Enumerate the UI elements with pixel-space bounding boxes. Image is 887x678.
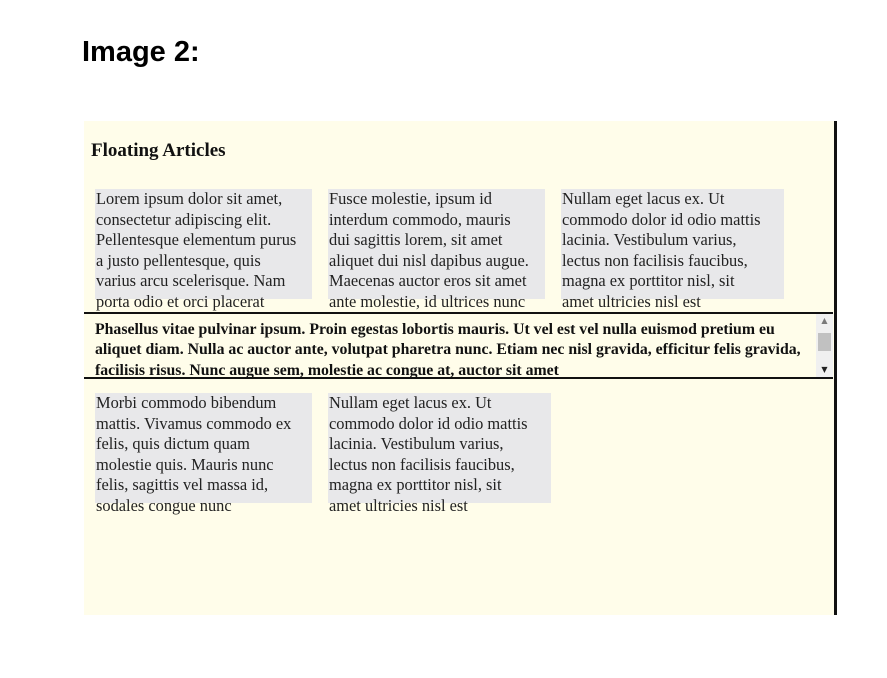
featured-article[interactable] (84, 312, 833, 379)
article-line: lectus non facilisis faucibus, (329, 454, 515, 474)
figure-label: Image 2: (82, 36, 200, 68)
article-line: Nullam eget lacus ex. Ut (562, 189, 725, 208)
article-line: interdum commodo, mauris (329, 209, 511, 229)
article-line: lectus non facilisis faucibus, (562, 250, 748, 270)
article-line: dui sagittis lorem, sit amet (329, 230, 503, 250)
article-line: Nullam eget lacus ex. Ut (329, 393, 492, 412)
floating-articles-panel (84, 121, 837, 615)
article-line: mattis. Vivamus commodo ex (96, 413, 292, 433)
arrow-down-icon[interactable]: ▼ (821, 365, 828, 374)
article-line: Maecenas auctor eros sit amet (329, 271, 527, 291)
article-line: Morbi commodo bibendum (96, 393, 277, 412)
article-line: porta odio et orci placerat (96, 291, 265, 311)
article-card (328, 189, 545, 311)
article-line: amet ultricies nisl est (329, 495, 468, 515)
article-line: magna ex porttitor nisl, sit (329, 475, 502, 495)
article-line: ante molestie, id ultrices nunc (329, 291, 526, 311)
article-line: felis, quis dictum quam (96, 434, 250, 454)
article-line: felis, sagittis vel massa id, (96, 475, 269, 495)
arrow-up-icon[interactable]: ▲ (821, 316, 828, 325)
article-card (561, 189, 784, 311)
article-line: Fusce molestie, ipsum id (329, 189, 492, 208)
article-line: lacinia. Vestibulum varius, (562, 230, 737, 250)
article-card (95, 393, 312, 515)
article-line: consectetur adipiscing elit. (96, 209, 272, 229)
panel-title: Floating Articles (91, 140, 226, 161)
article-line: sodales congue nunc (96, 495, 232, 515)
article-line: varius arcu scelerisque. Nam (96, 271, 286, 291)
vertical-scrollbar[interactable] (816, 314, 833, 377)
article-card (95, 189, 312, 311)
article-line: aliquet dui nisl dapibus augue. (329, 250, 529, 270)
article-line: commodo dolor id odio mattis (562, 209, 761, 229)
featured-article-text: Phasellus vitae pulvinar ipsum. Proin egestas lobortis mauris. Ut vel est vel nulla euismod pretium eu aliquet diam. Nulla ac auctor ante, volutpat pharetra nunc. Etiam nec nisl gravida, efficitur felis gravida, facilisis risus. Nunc augue sem, molestie ac congue at, auctor sit amet (95, 321, 801, 379)
article-line: a justo pellentesque, quis (96, 250, 261, 270)
scrollbar-thumb[interactable] (818, 333, 831, 351)
article-line: magna ex porttitor nisl, sit (562, 271, 735, 291)
article-line: Pellentesque elementum purus (96, 230, 297, 250)
article-line: molestie quis. Mauris nunc (96, 454, 274, 474)
article-line: amet ultricies nisl est (562, 291, 701, 311)
article-line: Lorem ipsum dolor sit amet, (96, 189, 283, 208)
article-card (328, 393, 551, 515)
article-line: commodo dolor id odio mattis (329, 413, 528, 433)
article-line: lacinia. Vestibulum varius, (329, 434, 504, 454)
